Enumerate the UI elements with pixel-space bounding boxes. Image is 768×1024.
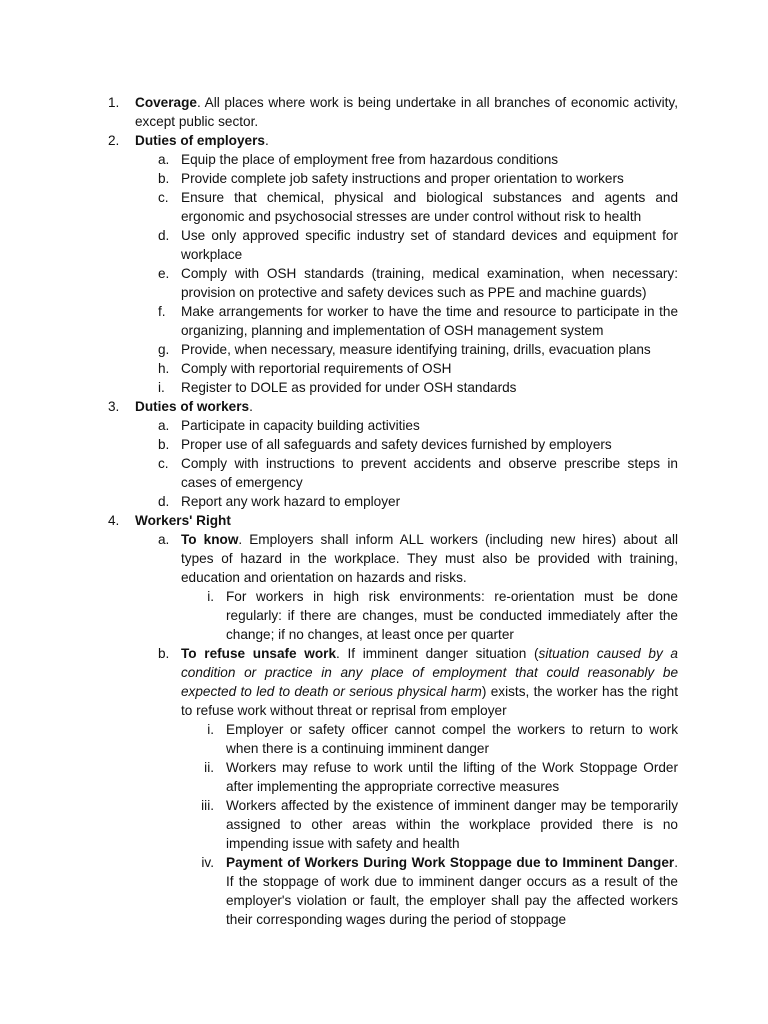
right-to-refuse xyxy=(108,644,678,720)
item-duties-employers xyxy=(108,131,678,150)
item-number: iii. xyxy=(201,798,214,813)
item-heading: Workers' Right xyxy=(135,513,231,528)
item-heading: Coverage xyxy=(135,95,197,110)
item-number: h. xyxy=(158,361,170,376)
item-text: Report any work hazard to employer xyxy=(181,494,401,509)
employer-duty-e xyxy=(108,264,678,302)
right-to-know-sub-i xyxy=(108,587,678,644)
worker-duty-c xyxy=(108,454,678,492)
employer-duty-a xyxy=(108,150,678,169)
item-text: . Employers shall inform ALL workers (including new hires) about all types of hazard in the workplace. They must also be provided with training, education and orientation on hazards and risks. xyxy=(181,532,678,585)
item-number: b. xyxy=(158,437,170,452)
employer-duty-g xyxy=(108,340,678,359)
item-text: Comply with reportorial requirements of OSH xyxy=(181,361,452,376)
item-number: c. xyxy=(158,456,169,471)
item-text: . If imminent danger situation ( xyxy=(336,646,539,661)
item-text: Proper use of all safeguards and safety devices furnished by employers xyxy=(181,437,612,452)
item-coverage xyxy=(108,93,678,131)
employer-duty-c xyxy=(108,188,678,226)
imminent-danger-definition: situation caused by a condition or practice in any place of employment that could reasonably be expected to led to death or serious physical harm xyxy=(181,646,678,699)
item-text: ) exists, the worker has the right to refuse work without threat or reprisal from employer xyxy=(181,684,678,718)
item-text: Workers affected by the existence of imminent danger may be temporarily assigned to other areas within the workplace provided there is no impending issue with safety and health xyxy=(226,798,678,851)
right-to-refuse-sub-iii xyxy=(108,796,678,853)
item-text: Register to DOLE as provided for under OSH standards xyxy=(181,380,517,395)
right-to-know xyxy=(108,530,678,587)
item-number: ii. xyxy=(204,760,214,775)
item-heading: Payment of Workers During Work Stoppage due to Imminent Danger xyxy=(226,855,675,870)
right-to-refuse-sub-i xyxy=(108,720,678,758)
item-text: Ensure that chemical, physical and biological substances and agents and ergonomic and psychosocial stresses are under control without risk to health xyxy=(181,190,678,224)
item-text: Use only approved specific industry set of standard devices and equipment for workplace xyxy=(181,228,678,262)
employer-duty-h xyxy=(108,359,678,378)
item-text: For workers in high risk environments: re-orientation must be done regularly: if there are changes, must be conducted immediately after the change; if no changes, at least once per quarter xyxy=(226,589,678,642)
employer-duty-d xyxy=(108,226,678,264)
item-text: Provide, when necessary, measure identifying training, drills, evacuation plans xyxy=(181,342,651,357)
right-to-refuse-sub-iv xyxy=(108,853,678,929)
worker-duty-a xyxy=(108,416,678,435)
item-number: a. xyxy=(158,532,170,547)
item-number: b. xyxy=(158,171,170,186)
item-number: i. xyxy=(207,589,214,604)
item-text: . xyxy=(249,399,253,414)
item-number: f. xyxy=(158,304,166,319)
item-text: Provide complete job safety instructions and proper orientation to workers xyxy=(181,171,624,186)
right-to-refuse-sub-ii xyxy=(108,758,678,796)
employer-duty-i xyxy=(108,378,678,397)
item-heading: To know xyxy=(181,532,239,547)
item-heading: Duties of employers xyxy=(135,133,265,148)
item-number: iv. xyxy=(201,855,214,870)
item-number: 1. xyxy=(108,95,120,110)
item-duties-workers xyxy=(108,397,678,416)
item-number: i. xyxy=(207,722,214,737)
item-number: 2. xyxy=(108,133,120,148)
osh-list xyxy=(108,93,678,929)
item-text: Equip the place of employment free from hazardous conditions xyxy=(181,152,559,167)
item-text: Participate in capacity building activities xyxy=(181,418,420,433)
item-text: . xyxy=(264,133,269,148)
item-text: Employer or safety officer cannot compel the workers to return to work when there is a continuing imminent danger xyxy=(226,722,678,756)
item-number: b. xyxy=(158,646,170,661)
item-text: . All places where work is being undertake in all branches of economic activity, except public sector. xyxy=(135,95,678,129)
item-number: d. xyxy=(158,494,170,509)
item-text: Comply with instructions to prevent accidents and observe prescribe steps in cases of emergency xyxy=(181,456,678,490)
worker-duty-b xyxy=(108,435,678,454)
item-number: d. xyxy=(158,228,170,243)
employer-duty-b xyxy=(108,169,678,188)
item-number: 4. xyxy=(108,513,120,528)
item-text: Comply with OSH standards (training, medical examination, when necessary: provision on protective and safety devices such as PPE and machine guards) xyxy=(181,266,678,300)
item-number: 3. xyxy=(108,399,120,414)
item-number: a. xyxy=(158,418,170,433)
item-number: c. xyxy=(158,190,169,205)
item-number: g. xyxy=(158,342,170,357)
item-number: i. xyxy=(158,380,165,395)
item-text: Workers may refuse to work until the lifting of the Work Stoppage Order after implementing the appropriate corrective measures xyxy=(226,760,678,794)
item-workers-right xyxy=(108,511,678,530)
item-number: e. xyxy=(158,266,170,281)
worker-duty-d xyxy=(108,492,678,511)
item-text: . If the stoppage of work due to imminent danger occurs as a result of the employer's violation or fault, the employer shall pay the affected workers their corresponding wages during the period of stoppage xyxy=(226,855,678,927)
item-heading: Duties of workers xyxy=(135,399,250,414)
employer-duty-f xyxy=(108,302,678,340)
item-number: a. xyxy=(158,152,170,167)
item-heading: To refuse unsafe work xyxy=(181,646,337,661)
item-text: Make arrangements for worker to have the time and resource to participate in the organizing, planning and implementation of OSH management system xyxy=(181,304,678,338)
